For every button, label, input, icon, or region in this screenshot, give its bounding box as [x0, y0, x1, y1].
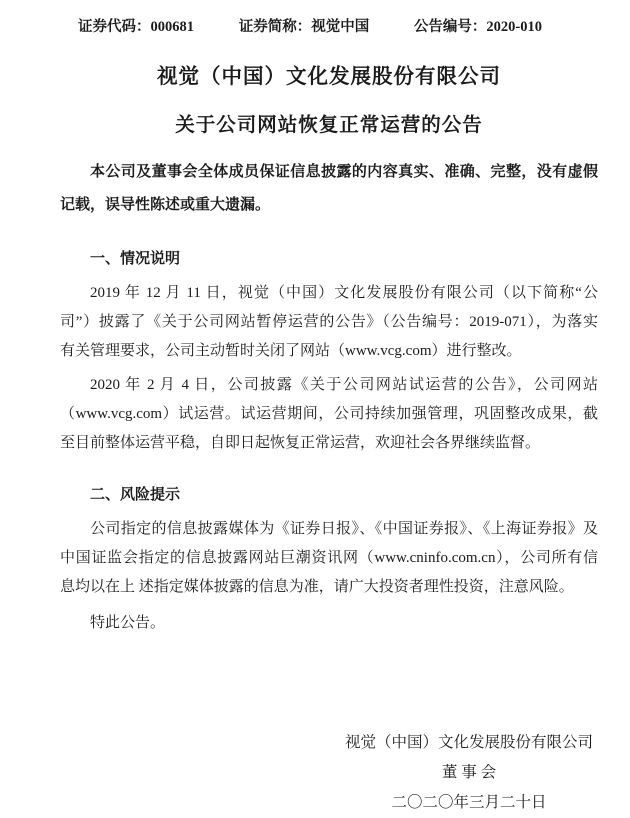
disclaimer-statement — [60, 156, 598, 222]
signature-company: 视觉（中国）文化发展股份有限公司 — [344, 734, 593, 751]
document-body — [0, 59, 630, 818]
section-2-paragraph-1 — [60, 515, 598, 602]
paragraph-line: 有关管理要求，公司主动暂时关闭了网站（www.vcg.com）进行整改。 — [60, 343, 522, 359]
paragraph-line: 公司指定的信息披露媒体为《证券日报》、《中国证券报》、《上海证券报》及 — [90, 521, 598, 537]
paragraph-line: 司”）披露了《关于公司网站暂停运营的公告》（公告编号：2019-071），为落实 — [60, 314, 598, 330]
closing-statement: 特此公告。 — [90, 615, 166, 631]
stock-code: 证券代码：000681 — [78, 19, 194, 35]
paragraph-line: 2019 年 12 月 11 日，视觉（中国）文化发展股份有限公司（以下简称“公 — [90, 285, 598, 301]
paragraph-line: 至目前整体运营平稳，自即日起恢复正常运营，欢迎社会各界继续监督。 — [60, 435, 541, 451]
announcement-number: 公告编号：2020-010 — [413, 19, 542, 35]
announcement-title: 关于公司网站恢复正常运营的公告 — [175, 115, 483, 136]
paragraph-line: 息均以在上 述指定媒体披露的信息为准，请广大投资者理性投资，注意风险。 — [60, 579, 574, 595]
signature-block — [345, 728, 593, 818]
section-1-paragraph-2 — [60, 371, 598, 458]
signature-date: 二〇二〇年三月二十日 — [391, 794, 547, 811]
disclaimer-line: 记载，误导性陈述或重大遗漏。 — [60, 197, 271, 213]
paragraph-line: 中国证监会指定的信息披露网站巨潮资讯网（www.cninfo.com.cn），公司所有信 — [60, 550, 598, 566]
document-header — [0, 0, 630, 36]
section-1-paragraph-1 — [60, 279, 598, 366]
company-title: 视觉（中国）文化发展股份有限公司 — [157, 66, 501, 88]
paragraph-line: （www.vcg.com）试运营。试运营期间，公司持续加强管理，巩固整改成果，截 — [60, 406, 598, 422]
stock-short-name: 证券简称：视觉中国 — [238, 19, 370, 35]
section-1-heading: 一、情况说明 — [90, 251, 181, 267]
signature-board: 董 事 会 — [441, 764, 497, 781]
disclaimer-line: 本公司及董事会全体成员保证信息披露的内容真实、准确、完整，没有虚假 — [90, 164, 598, 180]
section-2-heading: 二、风险提示 — [90, 487, 181, 503]
paragraph-line: 2020 年 2 月 4 日，公司披露《关于公司网站试运营的公告》，公司网站 — [90, 377, 598, 393]
